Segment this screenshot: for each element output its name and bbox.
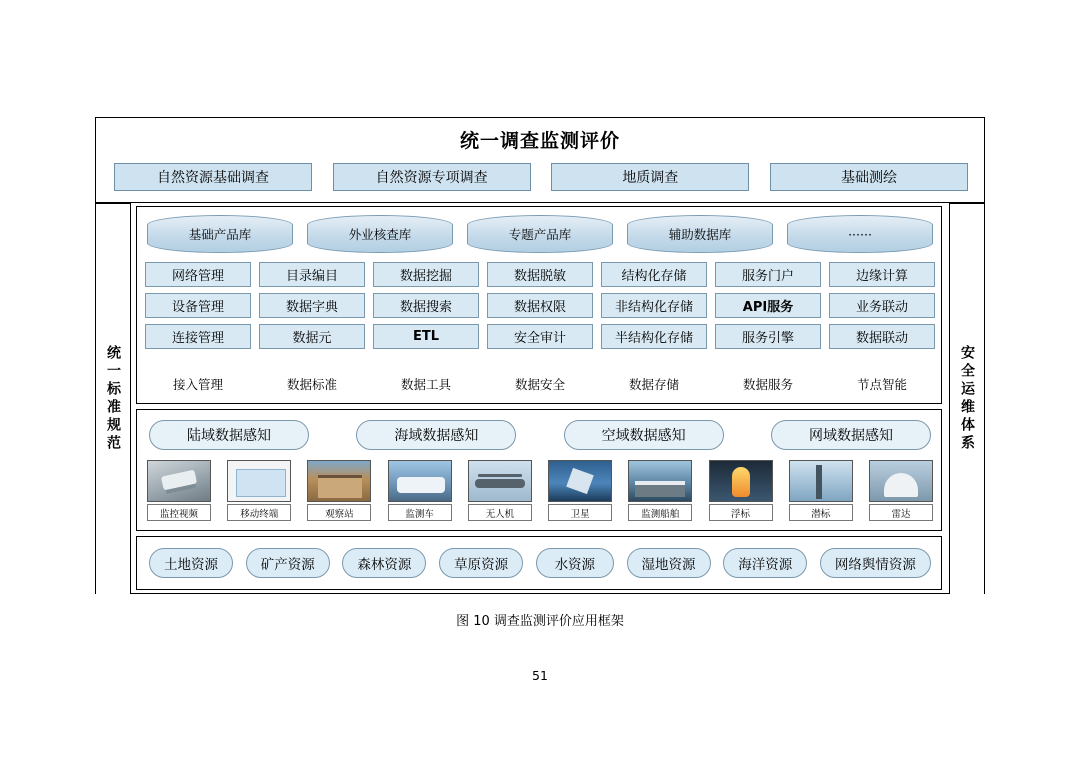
platform-cell[interactable]: 安全审计: [487, 324, 593, 349]
database-field-verification[interactable]: [307, 215, 453, 253]
left-column-label: 统一标准规范: [105, 345, 121, 453]
buoy-icon: [709, 460, 773, 502]
figure-caption: 图 10 调查监测评价应用框架: [456, 614, 624, 629]
tablet-icon: [227, 460, 291, 502]
device-observation-station[interactable]: [307, 460, 371, 522]
device-mobile-terminal[interactable]: [227, 460, 291, 522]
right-column-label: 安全运维体系: [959, 345, 975, 453]
device-label: 雷达: [869, 504, 933, 521]
platform-caption: 数据标准: [286, 377, 337, 392]
device-label: 无人机: [468, 504, 532, 521]
resource-mineral[interactable]: 矿产资源: [246, 548, 330, 578]
perception-land[interactable]: 陆域数据感知: [149, 420, 309, 450]
resource-water[interactable]: 水资源: [536, 548, 614, 578]
database-label: ······: [848, 226, 872, 242]
platform-cell[interactable]: 目录编目: [259, 262, 365, 287]
device-survey-ship[interactable]: [628, 460, 692, 522]
device-label: 监控视频: [147, 504, 211, 521]
cctv-camera-icon: [147, 460, 211, 502]
platform-caption: 节点智能: [856, 377, 907, 392]
device-satellite[interactable]: [548, 460, 612, 522]
top-box-basic-survey[interactable]: 自然资源基础调查: [114, 163, 312, 191]
platform-caption-row: [145, 375, 935, 395]
resource-marine[interactable]: 海洋资源: [723, 548, 807, 578]
left-column-standards: [96, 203, 131, 594]
diagram-title: 统一调查监测评价: [459, 130, 620, 152]
device-submerged-buoy[interactable]: [789, 460, 853, 522]
platform-cell[interactable]: 设备管理: [145, 293, 251, 318]
platform-column-node-intelligence: [829, 262, 935, 372]
platform-cell-api[interactable]: API服务: [715, 293, 821, 318]
device-buoy[interactable]: [709, 460, 773, 522]
device-label: 移动终端: [227, 504, 291, 521]
platform-block: [136, 206, 942, 404]
platform-cell[interactable]: 数据权限: [487, 293, 593, 318]
database-row: [147, 215, 933, 255]
platform-column-access: [145, 262, 251, 372]
platform-caption: 数据服务: [742, 377, 793, 392]
device-cctv[interactable]: [147, 460, 211, 522]
device-monitoring-van[interactable]: [388, 460, 452, 522]
top-box-basic-mapping[interactable]: 基础测绘: [770, 163, 968, 191]
platform-cell[interactable]: 半结构化存储: [601, 324, 707, 349]
database-label: 基础产品库: [188, 227, 252, 242]
platform-cell[interactable]: 数据字典: [259, 293, 365, 318]
platform-column-data-storage: [601, 262, 707, 372]
platform-cell[interactable]: 边缘计算: [829, 262, 935, 287]
device-label: 监测车: [388, 504, 452, 521]
top-band: [96, 118, 984, 203]
resource-block: [136, 536, 942, 590]
monitoring-van-icon: [388, 460, 452, 502]
platform-cell[interactable]: 数据联动: [829, 324, 935, 349]
middle-area: [132, 204, 949, 594]
database-thematic-products[interactable]: [467, 215, 613, 253]
device-label: 卫星: [548, 504, 612, 521]
device-drone[interactable]: [468, 460, 532, 522]
database-auxiliary[interactable]: [627, 215, 773, 253]
platform-cell-etl[interactable]: ETL: [373, 324, 479, 349]
top-box-row: [114, 163, 968, 191]
top-box-special-survey[interactable]: 自然资源专项调查: [333, 163, 531, 191]
drone-icon: [468, 460, 532, 502]
device-label: 浮标: [709, 504, 773, 521]
submerged-buoy-icon: [789, 460, 853, 502]
right-column-security-ops: [949, 203, 984, 594]
satellite-icon: [548, 460, 612, 502]
database-label: 专题产品库: [508, 227, 572, 242]
database-label: 外业核查库: [348, 227, 412, 242]
framework-diagram: [95, 117, 985, 594]
platform-cell[interactable]: 业务联动: [829, 293, 935, 318]
platform-column-data-tools: [373, 262, 479, 372]
platform-caption: 数据存储: [628, 377, 679, 392]
platform-cell[interactable]: 服务门户: [715, 262, 821, 287]
platform-column-data-security: [487, 262, 593, 372]
device-row: [147, 460, 933, 522]
device-radar[interactable]: [869, 460, 933, 522]
platform-cell[interactable]: 服务引擎: [715, 324, 821, 349]
perception-air[interactable]: 空域数据感知: [564, 420, 724, 450]
resource-land[interactable]: 土地资源: [149, 548, 233, 578]
resource-forest[interactable]: 森林资源: [342, 548, 426, 578]
platform-column-data-services: [715, 262, 821, 372]
database-label: 辅助数据库: [668, 227, 732, 242]
observation-station-icon: [307, 460, 371, 502]
platform-column-grid: [145, 262, 935, 372]
perception-pill-row: [149, 420, 931, 450]
survey-ship-icon: [628, 460, 692, 502]
resource-wetland[interactable]: 湿地资源: [627, 548, 711, 578]
platform-cell[interactable]: 数据挖掘: [373, 262, 479, 287]
platform-cell[interactable]: 数据元: [259, 324, 365, 349]
platform-caption: 数据工具: [400, 377, 451, 392]
platform-cell[interactable]: 非结构化存储: [601, 293, 707, 318]
perception-sea[interactable]: 海域数据感知: [356, 420, 516, 450]
platform-caption: 数据安全: [514, 377, 565, 392]
radar-dome-icon: [869, 460, 933, 502]
top-box-geological-survey[interactable]: 地质调查: [551, 163, 749, 191]
perception-network[interactable]: 网域数据感知: [771, 420, 931, 450]
platform-caption: 接入管理: [172, 377, 223, 392]
resource-grassland[interactable]: 草原资源: [439, 548, 523, 578]
perception-block: [136, 409, 942, 531]
platform-cell[interactable]: 结构化存储: [601, 262, 707, 287]
device-label: 监测船舶: [628, 504, 692, 521]
database-basic-products[interactable]: [147, 215, 293, 253]
platform-cell[interactable]: 数据搜索: [373, 293, 479, 318]
platform-column-data-standard: [259, 262, 365, 372]
page-number: 51: [532, 668, 548, 683]
device-label: 观察站: [307, 504, 371, 521]
resource-pill-row: [149, 548, 931, 578]
resource-public-opinion[interactable]: 网络舆情资源: [820, 548, 931, 578]
platform-cell[interactable]: 网络管理: [145, 262, 251, 287]
database-more[interactable]: [787, 215, 933, 253]
platform-cell[interactable]: 数据脱敏: [487, 262, 593, 287]
device-label: 潜标: [789, 504, 853, 521]
platform-cell[interactable]: 连接管理: [145, 324, 251, 349]
